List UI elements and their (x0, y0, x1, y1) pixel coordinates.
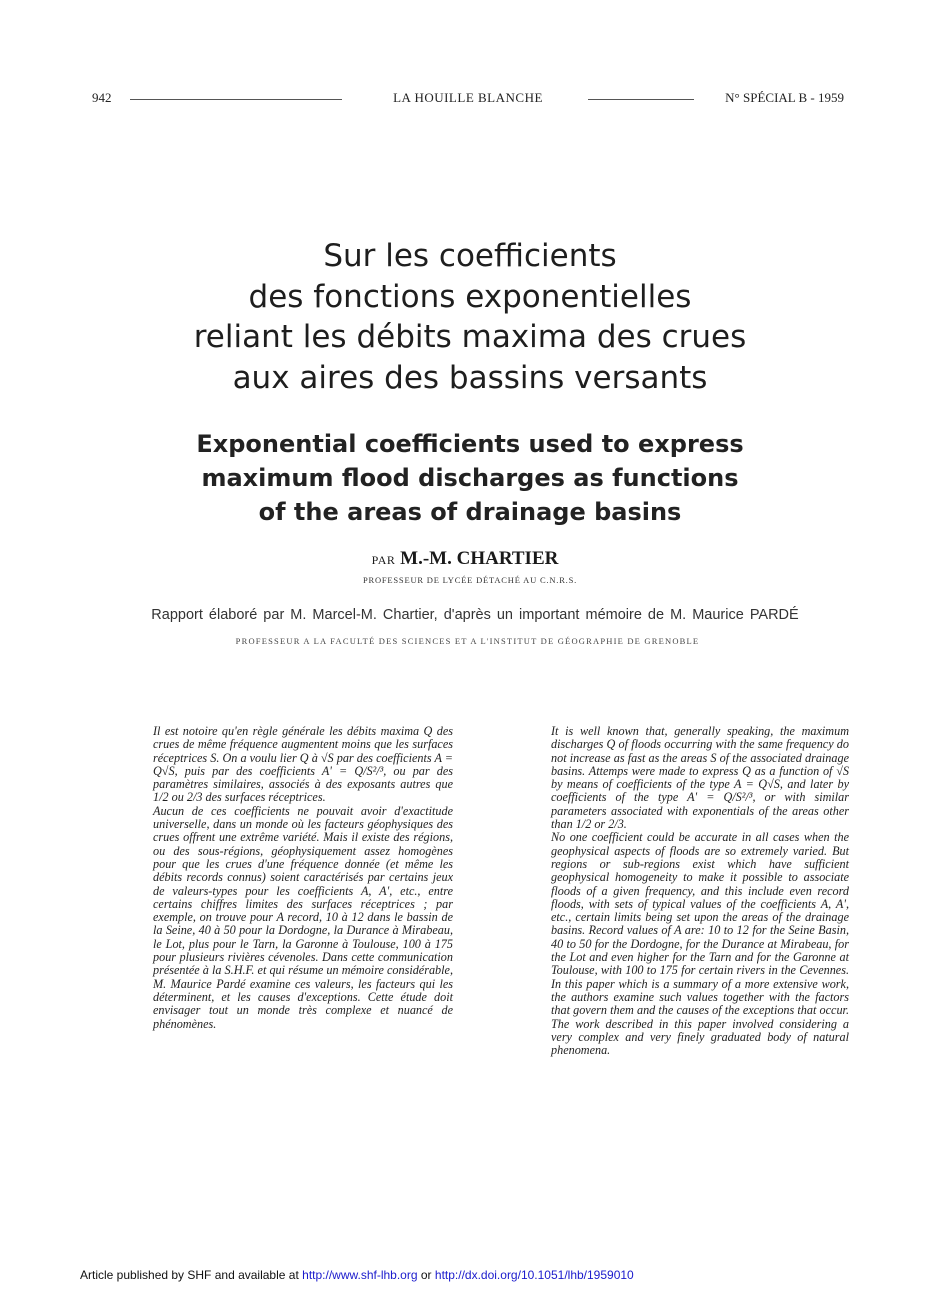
running-header (92, 90, 844, 110)
title-en-line: maximum flood discharges as functions (201, 464, 739, 492)
author-affiliation: PROFESSEUR DE LYCÉE DÉTACHÉ AU C.N.R.S. (362, 575, 578, 585)
footer-prefix: Article published by SHF and available at (80, 1268, 299, 1282)
journal-name: LA HOUILLE BLANCHE (393, 90, 543, 105)
title-english (150, 427, 790, 529)
title-fr-line: des fonctions exponentielles (248, 278, 692, 315)
abstract-en-paragraph: No one coefficient could be accurate in all cases when the geophysical aspects of floods are so extremely varied. But regions or sub-regions exist which have sufficient geophysical homogeneity to make it possible to associate floods of a given frequency, and this include even record floods, with sets of typical values of the coefficients A, A', etc., certain limits being set upon the areas of the drainage basins. Record values of A are: 10 to 12 for the Seine Basin, 40 to 50 for the Dordogne, for the Durance at Mirabeau, for the Lot and even higher for the Tarn and for the Garonne at Toulouse, with 100 to 175 for certain rivers in the Cevennes. In this paper which is a summary of a more extensive work, the authors examine such values together with the factors that govern them and the causes of the exceptions that occur. The work described in this paper involved considering a very complex and very finely graduated body of natural phenomena. (551, 830, 849, 1058)
doi-link[interactable]: http://dx.doi.org/10.1051/lhb/1959010 (434, 1268, 634, 1282)
issue-label: N° SPÉCIAL B - 1959 (725, 90, 844, 105)
title-fr-line: Sur les coefficients (323, 238, 617, 274)
title-en-line: of the areas of drainage basins (258, 498, 682, 526)
abstract-fr-paragraph: Il est notoire qu'en règle générale les débits maxima Q des crues de même fréquence augmentent moins que les surfaces réceptrices S. On a voulu lier Q à √S par des coefficients A = Q√S, puis par des coefficients A' = Q/S²/³, ou par des paramètres similaires, associés à des exposants autres que 1/2 ou 2/3 des surfaces réceptrices. (153, 724, 453, 805)
title-french (120, 236, 820, 398)
abstract-english (551, 725, 849, 1057)
abstract-french (153, 725, 453, 1031)
footer-or: or (420, 1268, 432, 1282)
title-fr-line: aux aires des bassins versants (232, 359, 708, 396)
author-name: M.-M. CHARTIER (400, 548, 559, 569)
shf-link[interactable]: http://www.shf-lhb.org (302, 1268, 418, 1282)
page-number: 942 (92, 90, 112, 105)
title-en-line: Exponential coefficients used to express (196, 430, 744, 458)
header-rule-left (130, 99, 342, 100)
publication-footer (80, 1268, 840, 1282)
report-affiliation: PROFESSEUR A LA FACULTÉ DES SCIENCES ET A L'INSTITUT DE GÉOGRAPHIE DE GRENOBLE (235, 636, 700, 646)
abstract-fr-paragraph: Aucun de ces coefficients ne pouvait avoir d'exactitude universelle, dans un monde où les facteurs géophysiques des crues offrent une extrême variété. Mais il existe des régions, ou des sous-régions, géophysiquement assez homogènes pour que les crues d'une fréquence donnée (et même les débits records connus) soient caractérisés par certains jeux de valeurs-types pour les coefficients A, A', etc., entre certains chiffres limites des surfaces réceptrices ; par exemple, on trouve pour A record, 10 à 12 dans le bassin de la Seine, 40 à 50 pour la Dordogne, la Durance à Mirabeau, le Lot, plus pour le Tarn, la Garonne à Toulouse, 100 à 175 pour plusieurs rivières cévenoles. Dans cette communication présentée à la S.H.F. et qui résume un mémoire considérable, M. Maurice Pardé examine ces valeurs, les facteurs qui les déterminent, et les causes d'exceptions. Cette étude doit envisager tout un monde très complexe et nuancé de phénomènes. (153, 803, 453, 1031)
author-line (0, 548, 930, 570)
title-fr-line: reliant les débits maxima des crues (193, 319, 747, 355)
author-prefix: PAR (371, 553, 396, 567)
header-rule-right (588, 99, 694, 100)
abstract-en-paragraph: It is well known that, generally speaking, the maximum discharges Q of floods occurring with the same frequency do not increase as fast as the areas S of the associated drainage basins. Attemps were made to express Q as a function of √S by means of coefficients of the type A = Q√S, and later by coefficients of the type A' = Q/S²/³, or with similar parameters associated with exponentials of the areas other than 1/2 or 2/3. (551, 724, 849, 832)
report-credit: Rapport élaboré par M. Marcel-M. Chartier, d'après un important mémoire de M. Maurice PARDÉ (151, 607, 799, 623)
